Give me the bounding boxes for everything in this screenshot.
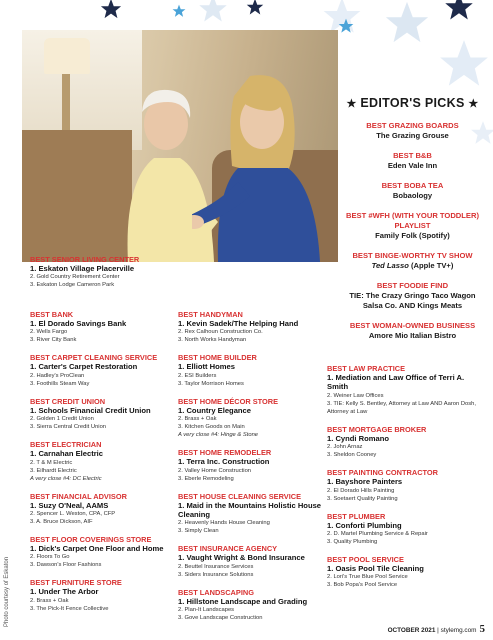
award-runner-up: 2. El Dorado Hills Painting [327,487,395,494]
pick-winner: TIE: The Crazy Gringo Taco Wagon Salsa Co. AND Kings Meats [349,291,476,310]
award-block [178,544,338,578]
award-runner-up: 3. Siders Insurance Solutions [178,571,254,578]
award-category: BEST LAW PRACTICE [327,364,406,373]
award-winner: 1. Country Elegance [178,405,252,415]
award-note: A very close #4: DC Electric [30,475,102,482]
decor-star-blue-icon [338,18,354,34]
award-block [178,397,338,439]
decor-star-navy-icon [444,0,474,22]
editors-pick-item [340,321,485,341]
star-icon: ★ [468,98,479,110]
award-winner: 1. El Dorado Savings Bank [30,319,127,328]
award-winner: 1. Hillstone Landscape and Grading [178,596,308,606]
pick-winner: Bobaology [392,191,433,200]
award-block [30,440,190,482]
award-block [327,364,487,416]
decor-star-pale-icon [438,38,490,90]
award-runner-up: 3. Taylor Morrison Homes [178,380,244,387]
award-runner-up: 2. Brass + Oak [30,597,69,604]
award-block [327,512,487,546]
award-block [30,578,190,612]
award-winner: 1. Terra Inc. Construction [178,457,270,467]
award-category: BEST HOUSE CLEANING SERVICE [178,491,302,501]
award-runner-up: 2. Lori's True Blue Pool Service [327,574,408,581]
award-category: BEST HOME DÉCOR STORE [178,396,279,406]
award-runner-up: 3. Eilhardt Electric [30,467,77,474]
award-runner-up: 3. The Pick-It Fence Collective [30,605,109,612]
award-winner: 1. Maid in the Mountains Holistic House Cleaning [178,500,322,520]
pick-winner: Amore Mio Italian Bistro [368,331,457,340]
award-block [30,353,190,387]
pick-winner [340,261,485,271]
award-runner-up: 3. Kitchen Goods on Main [178,424,245,431]
pick-winner: Eden Vale Inn [387,161,438,170]
award-winner: 1. Schools Financial Credit Union [30,405,151,415]
award-runner-up: 2. Plan-It Landscapes [178,607,235,614]
photo-credit: Photo courtesy of Eskaton [4,556,10,627]
pick-category: BEST BOBA TEA [381,181,444,190]
star-icon: ★ [346,98,357,110]
award-category: BEST PAINTING CONTRACTOR [327,468,438,478]
award-category: BEST HOME REMODELER [178,448,272,458]
editors-picks-title: ★ EDITOR'S PICKS ★ [346,96,479,110]
pick-category: BEST FOODIE FIND [376,281,449,290]
award-runner-up: 3. Eberle Remodeling [178,475,234,482]
award-block [327,425,487,459]
decor-star-navy-icon [100,0,122,20]
award-block [178,448,338,482]
award-block [327,555,487,589]
award-runner-up: 2. Golden 1 Credit Union [30,416,94,423]
award-runner-up: 2. T & M Electric [30,459,73,466]
award-runner-up: 2. Gold Country Retirement Center [30,274,120,281]
award-runner-up: 3. Eskaton Lodge Cameron Park [30,282,115,289]
award-runner-up: 3. Dawson's Floor Fashions [30,562,102,569]
award-runner-up: 2. D. Martel Plumbing Service & Repair [327,531,428,538]
award-block [30,492,190,526]
award-category: BEST ELECTRICIAN [30,440,102,450]
award-category: BEST BANK [30,310,74,319]
editors-pick-item [340,211,485,241]
decor-star-pale-icon [198,0,228,24]
award-winner: 1. Bayshore Painters [327,477,403,487]
award-category: BEST PLUMBER [327,511,386,521]
editors-pick-item [340,181,485,201]
pick-winner: Family Folk (Spotify) [375,231,450,240]
awards-column-3 [327,364,487,598]
award-runner-up: 3. Soetaert Quality Painting [327,495,398,502]
award-winner: 1. Mediation and Law Office of Terri A. Smith [327,373,465,392]
page-number: 5 [479,623,485,635]
award-runner-up: 2. Spencer L. Weston, CPA, CFP [30,511,116,518]
editors-picks-panel [340,96,485,351]
award-winner: 1. Cyndi Romano [327,433,390,443]
pick-winner: The Grazing Grouse [376,131,449,140]
award-runner-up: 2. Floors To Go [30,554,70,561]
award-runner-up: 3. North Works Handyman [178,337,247,344]
award-block [30,535,190,569]
caregiver-figure [192,70,322,262]
award-winner: 1. Oasis Pool Tile Cleaning [327,564,424,574]
award-runner-up: 2. Hadley's ProClean [30,372,85,379]
senior-living-block [30,255,180,289]
award-note: A very close #4: Hinge & Stone [178,432,259,439]
awards-column-1 [30,310,190,622]
pick-category: BEST B&B [393,151,432,160]
award-runner-up: 2. Brass + Oak [178,416,217,423]
feature-photo [22,30,338,262]
award-category: BEST FINANCIAL ADVISOR [30,491,127,501]
decor-star-blue-icon [172,4,186,18]
award-winner: 1. Kevin Sadek/The Helping Hand [178,319,299,328]
award-winner: 1. Eskaton Village Placerville [30,264,135,273]
award-winner: 1. Carnahan Electric [30,449,104,459]
pick-winner-title: Ted Lasso [371,261,409,270]
pick-category: BEST BINGE-WORTHY TV SHOW [352,251,473,260]
award-runner-up: 3. Sheldon Cooney [327,452,377,459]
award-runner-up: 2. Valley Home Construction [178,467,252,474]
pick-winner-rest: (Apple TV+) [408,261,454,270]
award-winner: 1. Suzy O'Neal, AAMS [30,500,109,510]
award-winner: 1. Carter's Carpet Restoration [30,362,138,372]
award-block [178,492,338,536]
pick-category: BEST #WFH (WITH YOUR TODDLER) PLAYLIST [345,211,480,230]
award-winner: 1. Under The Arbor [30,587,99,597]
pick-category: BEST WOMAN-OWNED BUSINESS [349,321,476,330]
decor-star-navy-icon [246,0,264,16]
award-runner-up: 2. Rex Calhoun Construction Co. [178,329,263,336]
award-category: BEST HANDYMAN [178,310,243,319]
award-runner-up: 2. Heavenly Hands House Cleaning [178,520,270,527]
award-block [30,310,190,344]
award-winner: 1. Conforti Plumbing [327,520,402,530]
editors-pick-item [340,151,485,171]
award-runner-up: 2. John Arnaz [327,444,363,451]
award-category: BEST INSURANCE AGENCY [178,544,278,554]
award-winner: 1. Elliott Homes [178,362,235,372]
award-runner-up: 2. Beuttel Insurance Services [178,563,254,570]
page-footer: OCTOBER 2021 | stylemg.com 5 [387,623,485,635]
award-category: BEST CREDIT UNION [30,396,106,406]
decor-star-pale-icon [384,0,430,46]
award-block [178,353,338,387]
award-category: BEST HOME BUILDER [178,353,257,363]
awards-column-2 [178,310,338,631]
award-category: BEST POOL SERVICE [327,555,404,565]
award-runner-up: 3. Quality Plumbing [327,539,378,546]
award-category: BEST CARPET CLEANING SERVICE [30,353,158,363]
award-block [178,588,338,622]
editors-pick-item [340,121,485,141]
award-runner-up: 3. Gove Landscape Construction [178,615,263,622]
award-winner: 1. Dick's Carpet One Floor and Home [30,544,164,554]
award-category: BEST LANDSCAPING [178,587,254,597]
award-runner-up: 3. Foothills Steam Way [30,380,90,387]
award-runner-up: 3. TIE: Kelly S. Bentley, Attorney at Law AND Aaron Dosh, Attorney at Law [327,400,476,415]
award-runner-up: 2. Wells Fargo [30,329,68,336]
award-runner-up: 2. Weiner Law Offices [327,392,384,399]
award-category: BEST FLOOR COVERINGS STORE [30,535,152,545]
award-runner-up: 3. Sierra Central Credit Union [30,424,107,431]
award-category: BEST FURNITURE STORE [30,578,122,588]
award-block [178,310,338,344]
award-category: BEST MORTGAGE BROKER [327,424,427,434]
editors-pick-item [340,251,485,271]
editors-pick-item [340,281,485,311]
award-runner-up: 3. River City Bank [30,337,77,344]
award-runner-up: 3. Bob Popa's Pool Service [327,582,398,589]
award-category: BEST SENIOR LIVING CENTER [30,255,140,264]
award-runner-up: 3. Simply Clean [178,528,219,535]
award-runner-up: 2. ESI Builders [178,372,217,379]
award-block [30,397,190,431]
award-runner-up: 3. A. Bruce Dickson, AIF [30,519,93,526]
pick-category: BEST GRAZING BOARDS [366,121,459,130]
award-block [327,468,487,502]
award-winner: 1. Vaught Wright & Bond Insurance [178,553,305,563]
